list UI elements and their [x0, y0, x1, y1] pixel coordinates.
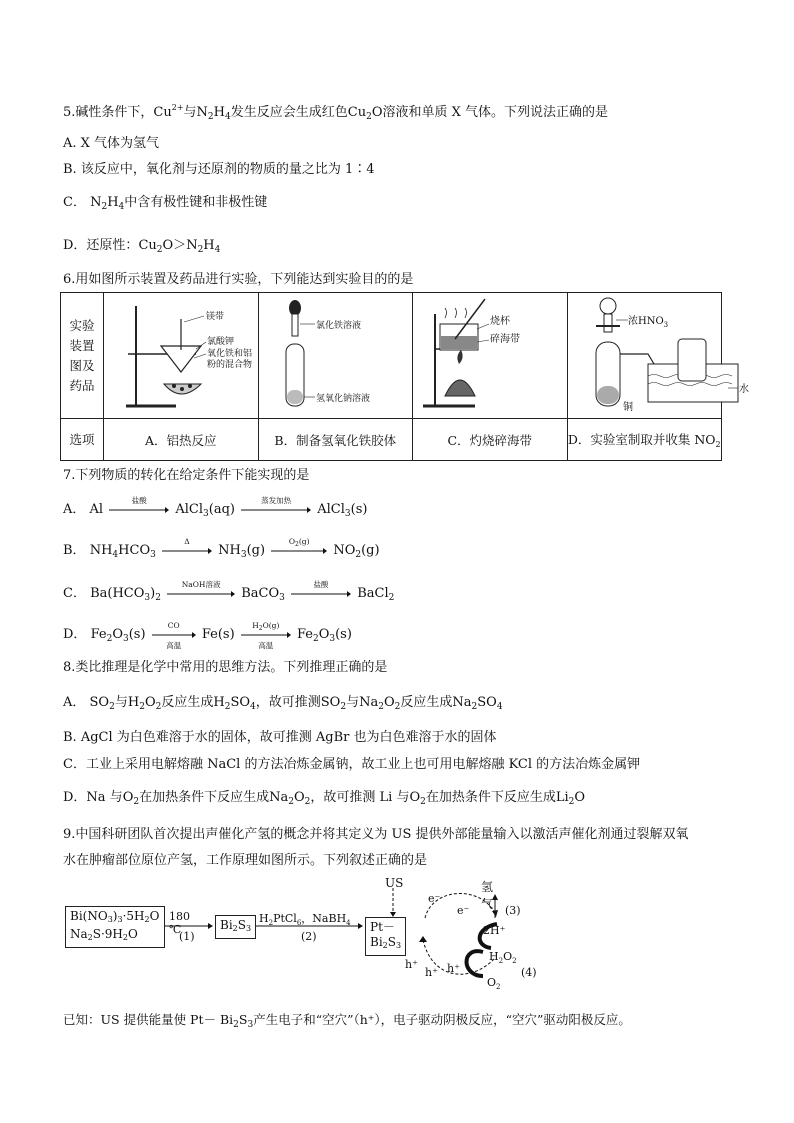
q8-option-d: D．Na 与$O_2$在加热条件下反应生成$Na_2O_2$，故可推测 Li 与$O_2$在加热条件下反应生成$Li_2O$ [63, 790, 586, 807]
cond-reagents: $H_2PtCl_6$，NaBH$_4$ [259, 912, 351, 928]
pt-bi2s3-box: $Pt-Bi_2S_3$ [365, 917, 406, 956]
q7-option-d: D． $Fe_2O_3(s)$ CO 高温 Fe(s) $H_2O(g)$ 高温 $Fe_2O_3(s)$ [63, 620, 352, 650]
step-4-label: (4) [521, 966, 537, 979]
label-powder-mixture: 粉的混合物 [206, 360, 252, 370]
label-iron-oxide-al: 氧化铁和铝 [206, 349, 252, 359]
q7-option-b: B． $NH_4HCO_3$ Δ $NH_3(g)$ $O_2(g)$ $NO_2(g)$ [63, 536, 380, 560]
label-potassium-chlorate: 氯酸钾 [206, 337, 234, 347]
q5-option-c: C． $N_2H_4$中含有极性键和非极性键 [63, 195, 268, 212]
protons-label: 2H⁺ [483, 924, 506, 937]
no2-collection-image [568, 294, 758, 414]
q6-option-b: B．制备氢氧化铁胶体 [258, 419, 413, 461]
ignition-apparatus-image [415, 294, 565, 414]
q6-option-c: C．灼烧碎海带 [413, 419, 568, 461]
thermite-apparatus-image [106, 294, 256, 414]
hydrogen-label: 氢气 [481, 880, 494, 911]
arrow-d2: $H_2O(g)$ 高温 [241, 631, 291, 639]
q5-option-d: D．还原性：$Cu_2O>N_2H_4$ [63, 238, 221, 255]
us-label: US [385, 876, 404, 890]
apparatus-d-cell [567, 293, 749, 419]
electron-label-2: e⁻ [457, 904, 470, 917]
q8-option-a: A． $SO_2$与$H_2O_2$反应生成$H_2SO_4$，故可推测$SO_2$与$Na_2O_2$反应生成$Na_2SO_4$ [63, 695, 503, 712]
arrow-a2: 蒸发加热 [241, 506, 311, 514]
label-copper: 铜 [622, 402, 633, 413]
h2o2-label: $H_2O_2$ [489, 950, 517, 966]
label-water: 水 [738, 384, 749, 395]
q8-option-b: B. AgCl 为白色难溶于水的固体，故可推测 AgBr 也为白色难溶于水的固体 [63, 730, 497, 745]
apparatus-c-cell [413, 293, 568, 419]
q5-stem: 5.碱性条件下，$Cu^{2+}$与$N_2H_4$发生反应会生成红色$Cu_2O$溶液和单质 X 气体。下列说法正确的是 [63, 103, 609, 122]
arrow-c1: NaOH溶液 [167, 590, 235, 598]
arrow-b1: Δ [162, 547, 212, 555]
arrow-d1: CO 高温 [152, 631, 196, 639]
label-magnesium-ribbon: 镁带 [205, 312, 224, 322]
step-2-label: (2) [301, 930, 317, 943]
q7-option-a: A． Al 盐酸 AlCl$_3$(aq) 蒸发加热 AlCl$_3$(s) [63, 495, 368, 519]
arrow-c2: 盐酸 [291, 590, 351, 598]
q8-option-c: C．工业上采用电解熔融 NaCl 的方法冶炼金属钠，故工业上也可用电解熔融 KCl 的方法冶炼金属钾 [63, 757, 641, 772]
q6-option-d: D．实验室制取并收集 $NO_2$ [567, 419, 722, 461]
label-beaker: 烧杯 [489, 316, 510, 327]
q9-stem-line2: 水在肿瘤部位原位产氢，工作原理如图所示。下列叙述正确的是 [63, 853, 428, 868]
hole-label-3: h⁺ [447, 962, 460, 975]
hole-label-2: h⁺ [425, 966, 438, 979]
cond-temperature: 180 ℃ [169, 910, 190, 936]
apparatus-b-cell [258, 293, 413, 419]
row-header-options: 选项 [61, 419, 104, 461]
q6-stem: 6.用如图所示装置及药品进行实验，下列能达到实验目的的是 [63, 272, 414, 287]
label-ferric-chloride: 氯化铁溶液 [316, 321, 362, 331]
q7-stem: 7.下列物质的转化在给定条件下能实现的是 [63, 468, 310, 483]
q5-option-a: A. X 气体为氢气 [63, 136, 160, 151]
step-1-label: (1) [179, 930, 195, 943]
row-header-apparatus: 实验 装置 图及 药品 [61, 293, 104, 419]
q9-stem-line1: 9.中国科研团队首次提出声催化产氢的概念并将其定义为 US 提供外部能量输入以激活声催化剂通过裂解双氧 [63, 827, 689, 842]
arrow-a1: 盐酸 [109, 506, 169, 514]
arrow-b2: $O_2(g)$ [271, 547, 327, 555]
step-3-label: (3) [505, 904, 521, 917]
label-seaweed: 碎海带 [489, 334, 520, 345]
label-sodium-hydroxide: 氢氧化钠溶液 [316, 394, 371, 404]
apparatus-a-cell [104, 293, 259, 419]
q6-option-a: A．铝热反应 [104, 419, 259, 461]
label-conc-hno3: 浓$HNO_3$ [627, 316, 668, 329]
o2-label: $O_2$ [487, 976, 501, 992]
bi2s3-box: $Bi_2S_3$ [215, 915, 256, 939]
q8-stem: 8.类比推理是化学中常用的思维方法。下列推理正确的是 [63, 660, 388, 675]
electron-label-1: e⁻ [428, 892, 441, 905]
colloid-apparatus-image [260, 294, 410, 414]
q7-option-c: C． $Ba(HCO_3)_2$ NaOH溶液 BaCO$_3$ 盐酸 BaCl$_2$ [63, 579, 395, 603]
hole-label-1: h⁺ [405, 958, 418, 971]
reagent-box: $Bi(NO_3)_3\cdot 5H_2O$ $Na_2S\cdot 9H_2O$ [65, 906, 165, 948]
q6-experiment-table [60, 292, 749, 461]
q9-known-note: 已知：US 提供能量使 $Pt- Bi_2S_3$产生电子和“空穴”（h⁺），电子驱动阴极反应，“空穴”驱动阳极反应。 [63, 1012, 631, 1030]
q5-option-b: B. 该反应中，氧化剂与还原剂的物质的量之比为 1∶4 [63, 162, 375, 177]
